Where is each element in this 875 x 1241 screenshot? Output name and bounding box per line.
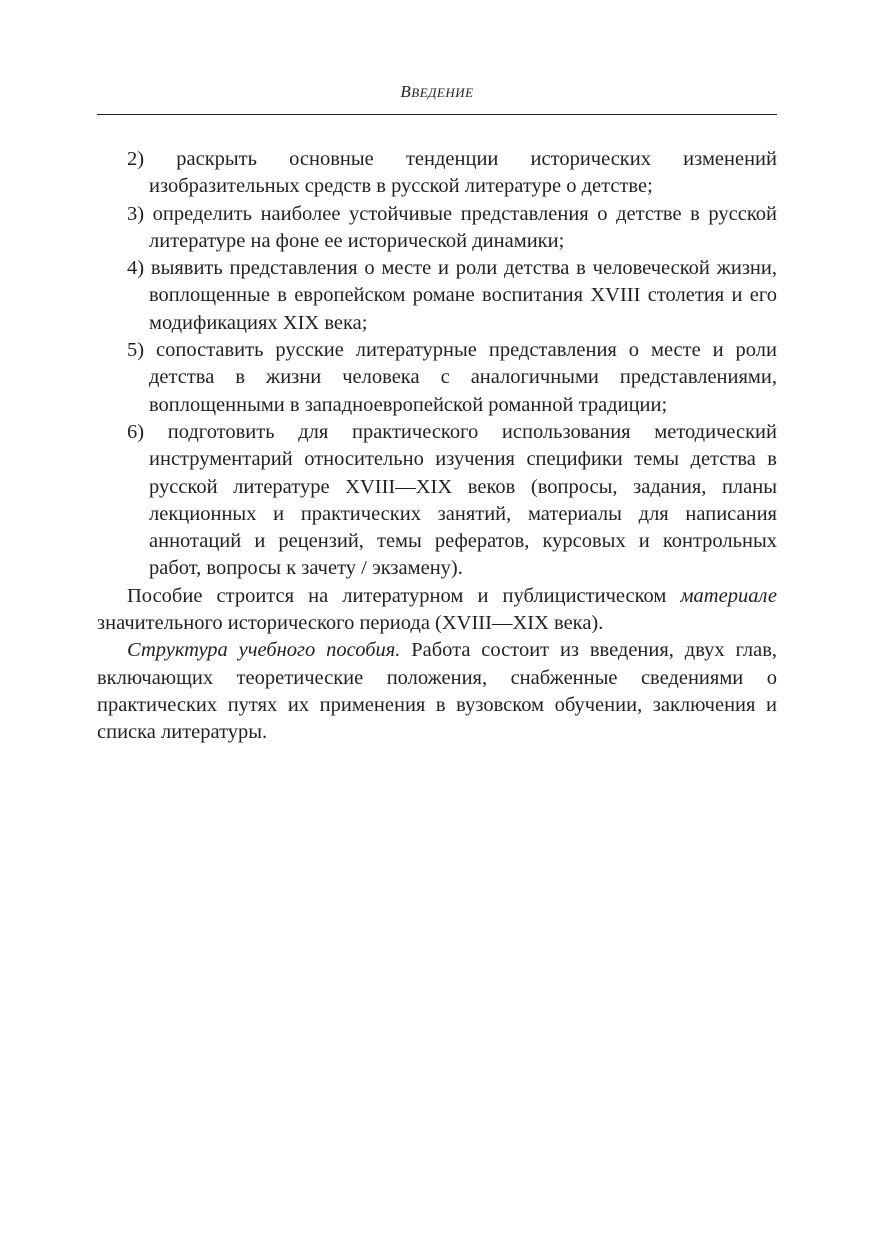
paragraph-material-emphasis: материале bbox=[680, 584, 777, 607]
paragraph-material-lead: Пособие строится на литературном и публицистическом bbox=[127, 584, 681, 607]
list-item-6: 6) подготовить для практического использования методический инструментарий относительно изучения специфики темы детства в русской литературе XVIII—XIX веков (вопросы, задания, планы лекционных и практических занятий, материалы для написания аннотаций и рецензий, темы рефератов, курсовых и контрольных работ, вопросы к зачету / экзамену). bbox=[127, 420, 777, 580]
list-item-3: 3) определить наиболее устойчивые представления о детстве в русской литературе на фоне ее исторической динамики; bbox=[127, 202, 777, 252]
paragraph-structure bbox=[97, 637, 777, 746]
paragraph-material bbox=[97, 583, 777, 638]
list-item-5: 5) сопоставить русские литературные представления о месте и роли детства в жизни человека с аналогичными представлениями, воплощенными в западноевропейской романной традиции; bbox=[127, 339, 777, 416]
list-item-4: 4) выявить представления о месте и роли детства в человеческой жизни, воплощенные в европейском романе воспитания XVIII столетия и его модификациях XIX века; bbox=[127, 257, 777, 334]
paragraph-structure-tail: Работа состоит из введения, двух глав, включающих теоретические положения, снабженные сведениями о практических путях их применения в вузовском обучении, заключения и списка литературы. bbox=[97, 639, 777, 744]
running-header-rest: ВЕДЕНИЕ bbox=[411, 85, 474, 100]
paragraph-material-tail: значительного исторического периода (XVIII—XIX века). bbox=[97, 612, 604, 635]
paragraph-structure-emphasis: Структура учебного пособия. bbox=[127, 639, 401, 662]
page-body bbox=[97, 146, 777, 747]
running-header bbox=[97, 82, 777, 102]
objectives-list bbox=[127, 146, 777, 583]
list-item-2: 2) раскрыть основные тенденции исторических изменений изобразительных средств в русской литературе о детстве; bbox=[127, 148, 777, 198]
running-header-initial: В bbox=[400, 82, 412, 101]
header-rule bbox=[97, 114, 777, 115]
